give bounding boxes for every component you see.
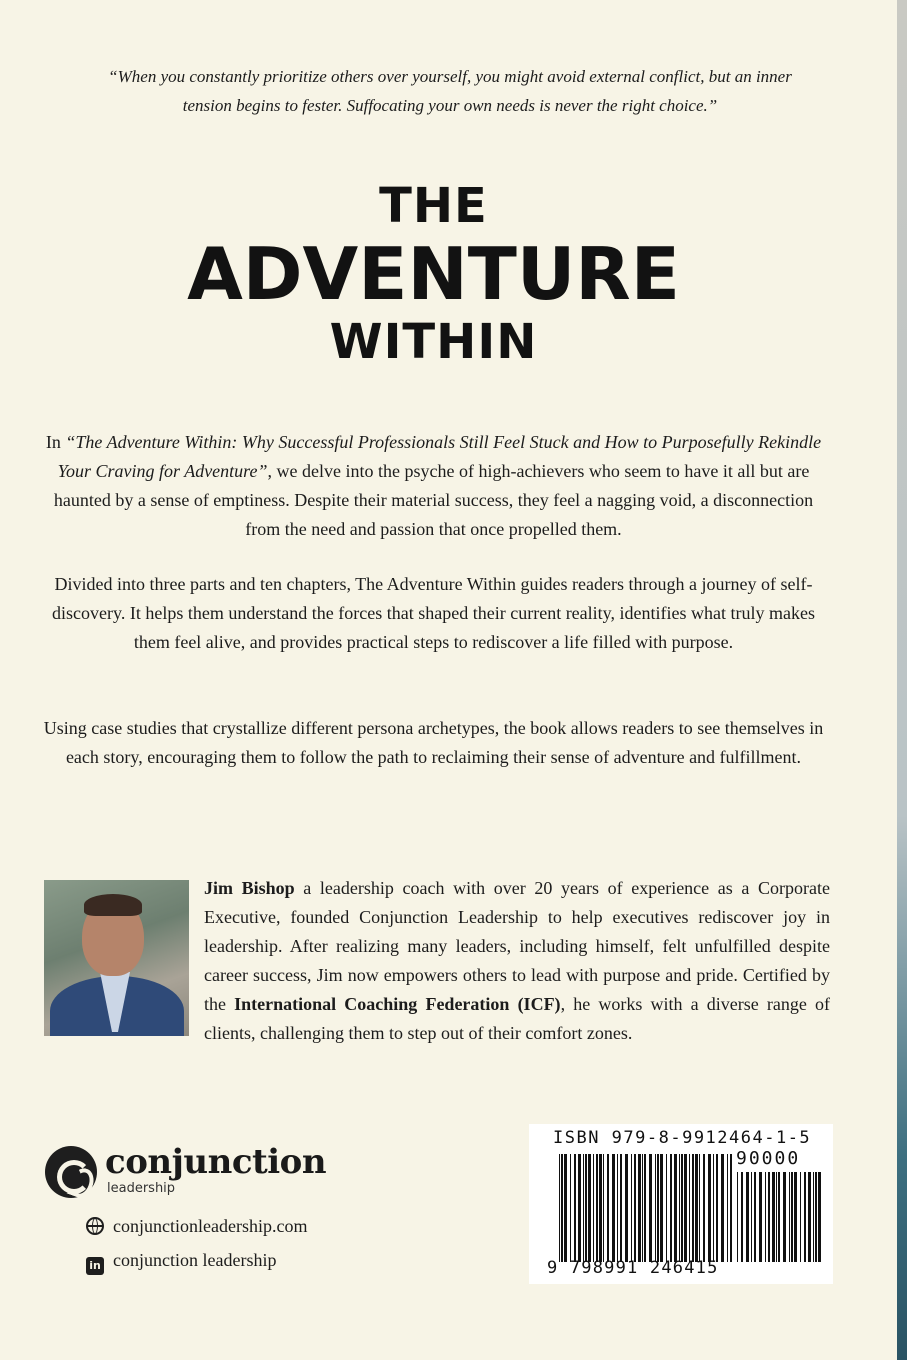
linkedin-icon: in (86, 1257, 104, 1275)
price-code: 90000 (736, 1148, 801, 1169)
publisher-name: conjunction (105, 1142, 327, 1182)
certifying-organization: International Coaching Federation (ICF) (234, 994, 561, 1014)
bio-part-1: a leadership coach with over 20 years of experience as a Corporate Executive, founded Conjunction Leadership to help executives rediscover joy in leadership. After realizing many leaders, including himself, felt unfulfilled despite career success, Jim now empowers others to lead with purpose and pride. Certified by the (204, 878, 831, 1014)
epigraph-quote (40, 62, 860, 120)
author-name: Jim Bishop (204, 878, 295, 898)
price-barcode-bars (737, 1172, 823, 1262)
title-line-3: WITHIN (329, 314, 538, 370)
author-photo (44, 880, 189, 1036)
conjunction-logo-icon (45, 1146, 97, 1198)
description-paragraph-3: Using case studies that crystallize different persona archetypes, the book allows readers to see themselves in each story, encouraging them to follow the path to reclaiming their sense of adventure and fulfillment. (43, 718, 824, 767)
globe-icon (86, 1217, 104, 1235)
cover-edge (897, 0, 907, 1360)
website-text: conjunctionleadership.com (113, 1216, 308, 1236)
isbn-label: ISBN 979-8-9912464-1-5 (553, 1128, 812, 1148)
linkedin-contact (86, 1248, 276, 1275)
p1-rest: , we delve into the psyche of high-achievers who seem to have it all but are haunted by a sense of emptiness. Despite their material success, they feel a nagging void, a disconnection from the need and passion that once propelled them. (53, 461, 814, 539)
website-contact (86, 1214, 307, 1238)
quote-line-2: tension begins to fester. Suffocating your own needs is never the right choice.” (182, 96, 718, 115)
description-paragraph-2: Divided into three parts and ten chapters, The Adventure Within guides readers through a journey of self-discovery. It helps them understand the forces that shaped their current reality, identifies what truly makes them feel alive, and provides practical steps to rediscover a life filled with purpose. (52, 574, 815, 652)
ean-barcode-bars (559, 1154, 735, 1262)
book-full-title: “The Adventure Within: Why Successful Professionals Still Feel Stuck and How to Purposefully Rekindle Your Craving for Adventure” (57, 432, 822, 481)
publisher-logo (45, 1144, 345, 1204)
title-line-1: THE (379, 178, 488, 234)
ean-digits: 9 798991 246415 (547, 1258, 719, 1278)
p1-prefix: In (45, 432, 66, 452)
linkedin-text: conjunction leadership (113, 1250, 277, 1270)
author-bio (204, 874, 830, 1048)
title-line-2: ADVENTURE (187, 232, 680, 316)
quote-line-1: “When you constantly prioritize others over yourself, you might avoid external conflict, but an inner (108, 67, 792, 86)
bio-part-2: , he works with a diverse range of clients, challenging them to step out of their comfort zones. (204, 994, 830, 1043)
publisher-subtitle: leadership (107, 1181, 176, 1196)
isbn-barcode (529, 1124, 833, 1284)
description-paragraph-1 (40, 428, 827, 544)
